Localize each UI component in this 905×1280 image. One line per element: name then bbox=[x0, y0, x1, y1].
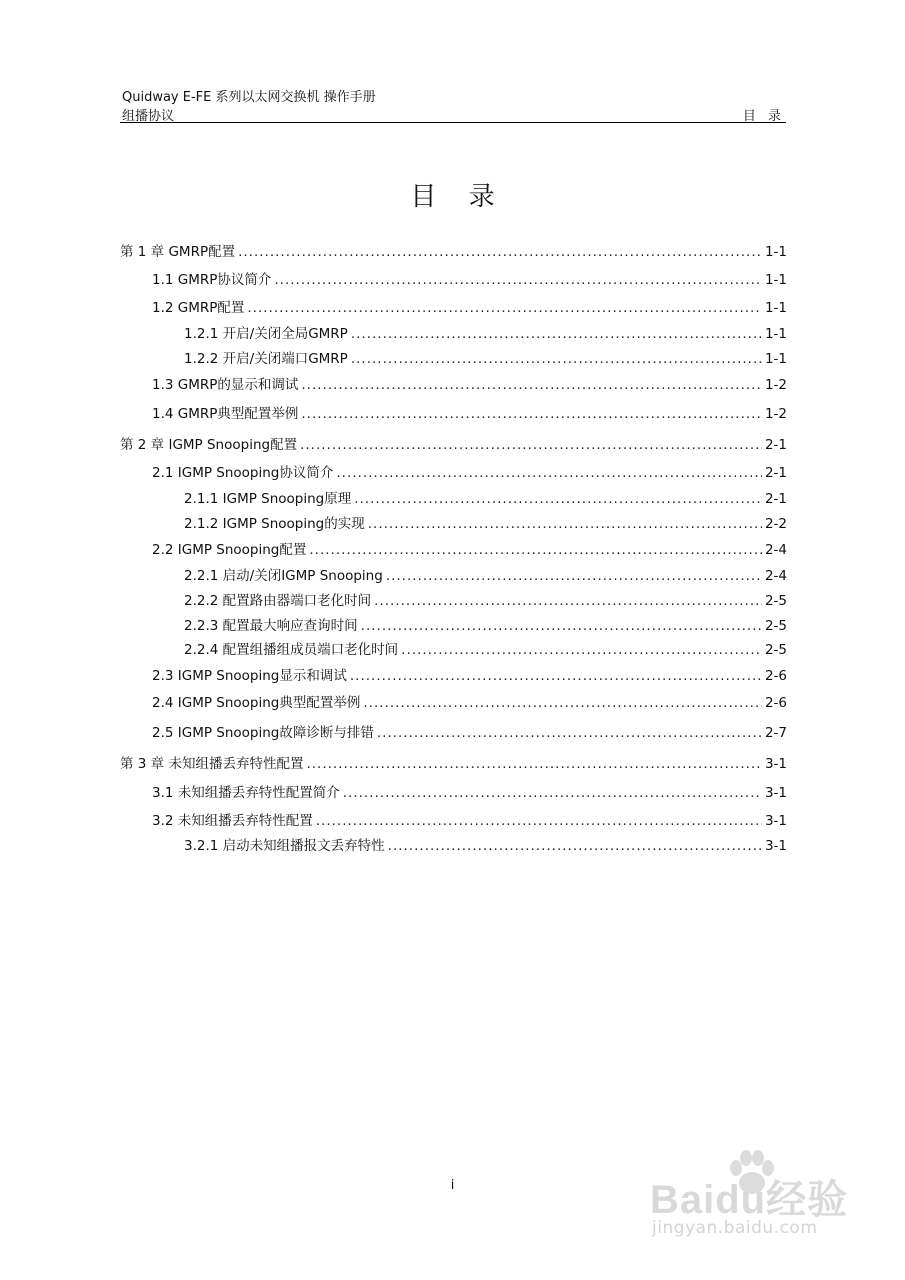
toc-entry-page: 2-2 bbox=[764, 516, 787, 532]
toc-leader-dots bbox=[388, 838, 762, 854]
toc-entry[interactable] bbox=[120, 614, 787, 634]
toc-entry[interactable] bbox=[120, 781, 787, 801]
toc-entry-label: 2.5 IGMP Snooping故障诊断与排错 bbox=[152, 725, 374, 741]
toc-entry-page: 2-6 bbox=[764, 695, 787, 711]
toc-entry-label: 3.2 未知组播丢弃特性配置 bbox=[152, 813, 313, 829]
toc-entry-page: 3-1 bbox=[764, 756, 787, 772]
toc-entry-page: 3-1 bbox=[764, 785, 787, 801]
toc-entry-page: 2-5 bbox=[764, 642, 787, 658]
toc-leader-dots bbox=[386, 568, 762, 584]
toc-entry[interactable] bbox=[120, 834, 787, 854]
toc-entry-label: 1.4 GMRP典型配置举例 bbox=[152, 406, 299, 422]
toc-leader-dots bbox=[301, 406, 762, 422]
toc-leader-dots bbox=[274, 272, 762, 288]
toc-entry-label: 第 1 章 GMRP配置 bbox=[120, 244, 236, 260]
toc-leader-dots bbox=[301, 377, 762, 393]
toc-entry-label: 1.1 GMRP协议简介 bbox=[152, 272, 272, 288]
toc-entry-label: 3.1 未知组播丢弃特性配置简介 bbox=[152, 785, 340, 801]
toc-entry[interactable] bbox=[120, 347, 787, 367]
toc-entry-label: 2.2.4 配置组播组成员端口老化时间 bbox=[184, 642, 399, 658]
watermark-url: jingyan.baidu.com bbox=[652, 1218, 818, 1238]
toc-leader-dots bbox=[368, 516, 762, 532]
toc-entry[interactable] bbox=[120, 373, 787, 393]
toc-entry[interactable] bbox=[120, 402, 787, 422]
toc-entry-label: 2.1.1 IGMP Snooping原理 bbox=[184, 491, 352, 507]
toc-entry-label: 2.3 IGMP Snooping显示和调试 bbox=[152, 668, 347, 684]
toc-entry-page: 2-4 bbox=[764, 568, 787, 584]
toc-leader-dots bbox=[351, 351, 762, 367]
page-number: i bbox=[450, 1178, 455, 1193]
toc-entry[interactable] bbox=[120, 268, 787, 288]
toc-leader-dots bbox=[343, 785, 762, 801]
header-divider bbox=[120, 122, 786, 123]
toc-entry-page: 1-2 bbox=[764, 406, 787, 422]
toc-leader-dots bbox=[354, 491, 762, 507]
toc-entry[interactable] bbox=[120, 691, 787, 711]
toc-entry-label: 1.2.2 开启/关闭端口GMRP bbox=[184, 351, 348, 367]
toc-leader-dots bbox=[361, 618, 762, 634]
toc-leader-dots bbox=[309, 542, 762, 558]
toc-entry-page: 1-1 bbox=[764, 244, 787, 260]
toc-entry[interactable] bbox=[120, 589, 787, 609]
toc-entry[interactable] bbox=[120, 538, 787, 558]
toc-entry-page: 1-1 bbox=[764, 351, 787, 367]
toc-entry[interactable] bbox=[120, 721, 787, 741]
toc-entry-page: 2-7 bbox=[764, 725, 787, 741]
toc-entry-page: 2-1 bbox=[764, 491, 787, 507]
toc-entry[interactable] bbox=[120, 564, 787, 584]
toc-entry-page: 2-1 bbox=[764, 437, 787, 453]
watermark-logo: Baidu经验 bbox=[650, 1178, 849, 1222]
page-title: 目 录 bbox=[410, 182, 507, 212]
toc-leader-dots bbox=[401, 642, 762, 658]
toc-entry-page: 2-5 bbox=[764, 618, 787, 634]
toc-entry-page: 2-4 bbox=[764, 542, 787, 558]
toc-entry[interactable] bbox=[120, 752, 787, 772]
toc-leader-dots bbox=[300, 437, 762, 453]
toc-entry-label: 2.4 IGMP Snooping典型配置举例 bbox=[152, 695, 361, 711]
toc-entry-label: 2.1.2 IGMP Snooping的实现 bbox=[184, 516, 365, 532]
toc-entry[interactable] bbox=[120, 512, 787, 532]
toc-entry-page: 3-1 bbox=[764, 838, 787, 854]
toc-entry-page: 3-1 bbox=[764, 813, 787, 829]
toc-entry[interactable] bbox=[120, 296, 787, 316]
toc-leader-dots bbox=[306, 756, 761, 772]
toc-entry-label: 1.2 GMRP配置 bbox=[152, 300, 245, 316]
toc-leader-dots bbox=[351, 326, 762, 342]
toc-leader-dots bbox=[316, 813, 762, 829]
header-right-label: 目 录 bbox=[742, 109, 785, 124]
toc-entry[interactable] bbox=[120, 461, 787, 481]
toc-entry[interactable] bbox=[120, 664, 787, 684]
toc-leader-dots bbox=[377, 725, 762, 741]
toc-entry[interactable] bbox=[120, 487, 787, 507]
toc-entry-label: 2.2.3 配置最大响应查询时间 bbox=[184, 618, 358, 634]
toc-entry-label: 2.2 IGMP Snooping配置 bbox=[152, 542, 307, 558]
header-product: Quidway E-FE 系列以太网交换机 操作手册 bbox=[122, 90, 376, 105]
header-section: 组播协议 bbox=[122, 109, 175, 124]
toc-entry[interactable] bbox=[120, 322, 787, 342]
toc-entry-page: 1-1 bbox=[764, 326, 787, 342]
toc-entry-page: 2-6 bbox=[764, 668, 787, 684]
toc-entry[interactable] bbox=[120, 240, 787, 260]
toc-entry[interactable] bbox=[120, 433, 787, 453]
toc-entry-label: 2.1 IGMP Snooping协议简介 bbox=[152, 465, 334, 481]
toc-entry-label: 1.2.1 开启/关闭全局GMRP bbox=[184, 326, 348, 342]
toc-leader-dots bbox=[247, 300, 762, 316]
toc-entry-label: 第 2 章 IGMP Snooping配置 bbox=[120, 437, 298, 453]
watermark bbox=[650, 1150, 850, 1245]
toc-entry[interactable] bbox=[120, 809, 787, 829]
toc-entry-label: 3.2.1 启动未知组播报文丢弃特性 bbox=[184, 838, 385, 854]
toc-leader-dots bbox=[238, 244, 762, 260]
toc-entry-page: 2-1 bbox=[764, 465, 787, 481]
toc-leader-dots bbox=[374, 593, 762, 609]
toc-entry-label: 第 3 章 未知组播丢弃特性配置 bbox=[120, 756, 304, 772]
toc-entry-label: 2.2.1 启动/关闭IGMP Snooping bbox=[184, 568, 383, 584]
toc-leader-dots bbox=[363, 695, 762, 711]
toc-entry-label: 1.3 GMRP的显示和调试 bbox=[152, 377, 299, 393]
toc-entry[interactable] bbox=[120, 638, 787, 658]
toc-entry-label: 2.2.2 配置路由器端口老化时间 bbox=[184, 593, 372, 609]
toc-leader-dots bbox=[336, 465, 762, 481]
toc-leader-dots bbox=[350, 668, 762, 684]
toc-entry-page: 1-1 bbox=[764, 300, 787, 316]
toc-entry-page: 2-5 bbox=[764, 593, 787, 609]
toc-entry-page: 1-2 bbox=[764, 377, 787, 393]
toc-entry-page: 1-1 bbox=[764, 272, 787, 288]
